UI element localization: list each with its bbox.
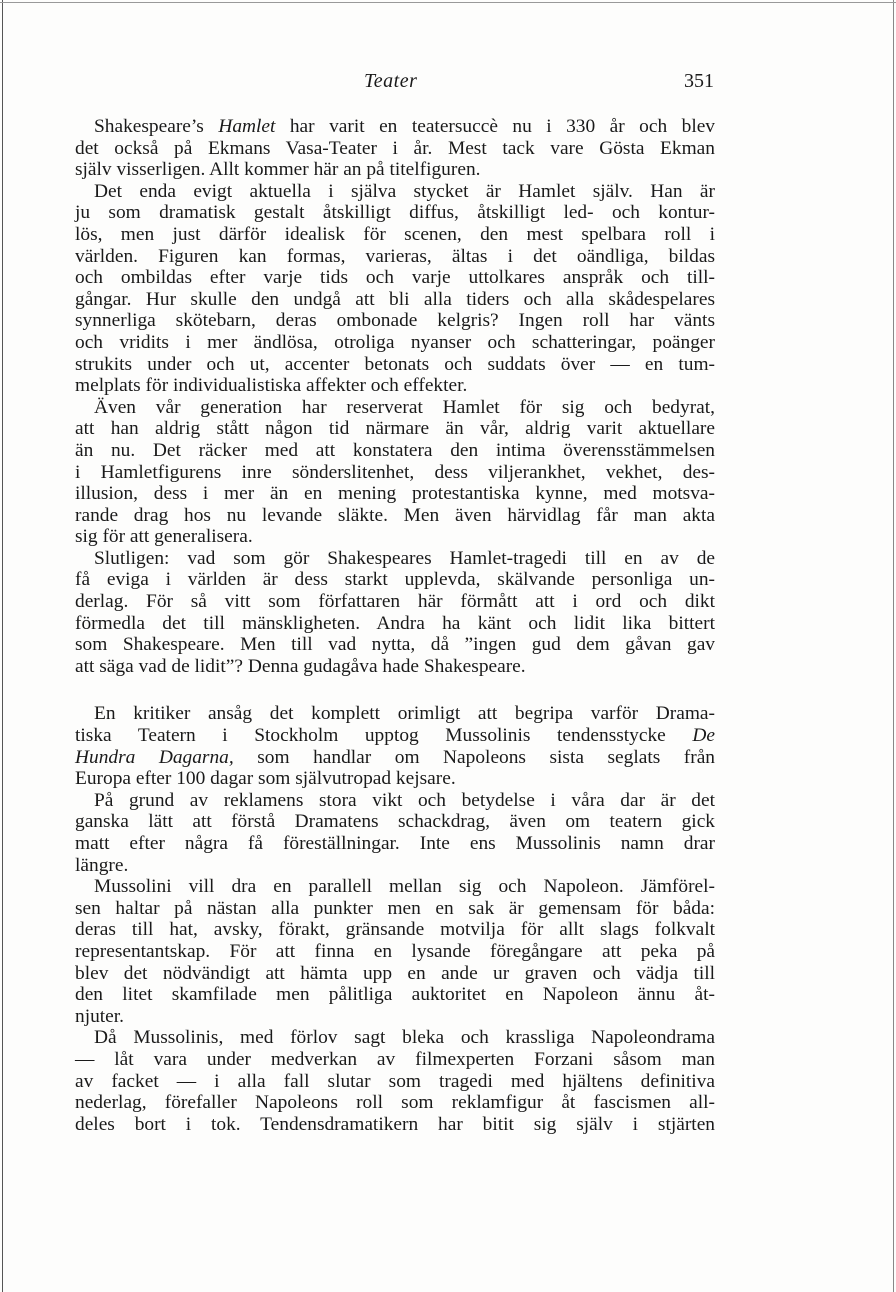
text-line: Hundra Dagarna, som handlar om Napoleons sista seglats från bbox=[75, 746, 715, 768]
italic-title: Hamlet bbox=[218, 116, 276, 137]
page-edge-top bbox=[0, 2, 896, 3]
text-line: i Hamletfigurens inre sönderslitenhet, dess viljerankhet, vekhet, des- bbox=[75, 461, 715, 483]
text-line: illusion, dess i mer än en mening protestantiska kynne, med motsva- bbox=[75, 483, 715, 505]
text-line: själv visserligen. Allt kommer här an på titelfiguren. bbox=[75, 159, 481, 181]
hamlet-paragraph bbox=[75, 548, 715, 678]
section-hamlet bbox=[75, 116, 715, 677]
text-line: världen. Figuren kan formas, varieras, ältas i det oändliga, bildas bbox=[75, 245, 715, 267]
text-line: Även vår generation har reserverat Hamlet för sig och bedyrat, bbox=[94, 396, 715, 418]
text-line: derlag. För så vitt som författaren här förmått att i ord och dikt bbox=[75, 591, 715, 613]
text-line: Då Mussolinis, med förlov sagt bleka och krassliga Napoleondrama bbox=[94, 1027, 715, 1049]
text-line: blev det nödvändigt att hämta upp en ande ur graven och vädja till bbox=[75, 962, 715, 984]
hamlet-paragraph bbox=[75, 181, 715, 397]
text-line: melplats för individualistiska affekter och effekter. bbox=[75, 375, 468, 397]
text-line: det också på Ekmans Vasa-Teater i år. Mest tack vare Gösta Ekman bbox=[75, 137, 715, 159]
text-line: få eviga i världen är dess starkt upplevda, skälvande personliga un- bbox=[75, 569, 715, 591]
text-line: förmedla det till mänskligheten. Andra ha känt och lidit lika bittert bbox=[75, 612, 715, 634]
mussolini-paragraph bbox=[75, 703, 715, 789]
text-line: En kritiker ansåg det komplett orimligt att begripa varför Drama- bbox=[94, 703, 715, 725]
text-line: ju som dramatisk gestalt åtskilligt diffus, åtskilligt led- och kontur- bbox=[75, 202, 715, 224]
text-line: än nu. Det räcker med att konstatera den intima överensstämmelsen bbox=[75, 439, 715, 461]
text-line: Slutligen: vad som gör Shakespeares Hamlet-tragedi till en av de bbox=[94, 547, 715, 569]
text-line: den litet skamfilade men pålitliga auktoritet en Napoleon ännu åt- bbox=[75, 984, 715, 1006]
hamlet-paragraph bbox=[75, 116, 715, 181]
text-line: tiska Teatern i Stockholm upptog Mussolinis tendensstycke De bbox=[75, 725, 715, 747]
text-line: representantskap. För att finna en lysande föregångare att peka på bbox=[75, 940, 715, 962]
section-gap bbox=[75, 677, 715, 703]
text-line: deras till hat, avsky, förakt, gränsande motvilja för allt slags folkvalt bbox=[75, 919, 715, 941]
text-line: och vridits i mer ändlösa, otroliga nyanser och schatteringar, poänger bbox=[75, 331, 715, 353]
text-line: synnerliga skötebarn, deras ombonade kelgris? Ingen roll har vänts bbox=[75, 310, 715, 332]
text-line: nederlag, förefaller Napoleons roll som reklamfigur åt fascismen all- bbox=[75, 1092, 715, 1114]
text-line: sig för att generalisera. bbox=[75, 526, 253, 548]
section-mussolini bbox=[75, 703, 715, 1135]
page-number: 351 bbox=[684, 70, 714, 92]
text-line: matt efter några få föreställningar. Inte ens Mussolinis namn drar bbox=[75, 833, 715, 854]
text-line: njuter. bbox=[75, 1005, 125, 1027]
text-line: sen haltar på nästan alla punkter men en sak är gemensam för båda: bbox=[75, 897, 715, 919]
text-line: På grund av reklamens stora vikt och betydelse i våra dar är det bbox=[94, 789, 715, 811]
text-line: att säga vad de lidit”? Denna gudagåva hade Shakespeare. bbox=[75, 655, 526, 677]
page-header bbox=[0, 70, 896, 100]
text-line: ganska lätt att förstå Dramatens schackdrag, även om teatern gick bbox=[75, 811, 715, 833]
text-line: längre. bbox=[75, 854, 129, 876]
mussolini-paragraph bbox=[75, 790, 715, 876]
mussolini-paragraph bbox=[75, 876, 715, 1027]
text-line: gångar. Hur skulle den undgå att bli alla tiders och alla skådespelares bbox=[75, 288, 715, 310]
italic-title: Hundra Dagarna, bbox=[75, 746, 234, 768]
text-line: — låt vara under medverkan av filmexperten Forzani såsom man bbox=[75, 1048, 715, 1070]
text-line: av facket — i alla fall slutar som tragedi med hjältens definitiva bbox=[75, 1070, 715, 1092]
text-line: Mussolini vill dra en parallell mellan sig och Napoleon. Jämförel- bbox=[94, 876, 715, 898]
text-line: Europa efter 100 dagar som självutropad kejsare. bbox=[75, 768, 456, 790]
text-line: Shakespeare’s Hamlet har varit en teatersuccè nu i 330 år och blev bbox=[94, 116, 716, 137]
text-line: och ombildas efter varje tids och varje uttolkares anspråk och till- bbox=[75, 267, 715, 289]
text-line: lös, men just därför idealisk för scenen, den mest spelbara roll i bbox=[75, 223, 715, 245]
text-line: Det enda evigt aktuella i själva stycket är Hamlet själv. Han är bbox=[94, 180, 715, 202]
text-line: att han aldrig stått någon tid närmare än vår, aldrig varit aktuellare bbox=[75, 418, 715, 440]
text-line: rande drag hos nu levande släkte. Men även härvidlag får man akta bbox=[75, 504, 715, 526]
text-line: som Shakespeare. Men till vad nytta, då ”ingen gud dem gåvan gav bbox=[75, 634, 715, 656]
running-title: Teater bbox=[364, 70, 418, 92]
mussolini-paragraph bbox=[75, 1027, 715, 1135]
text-line: strukits under och ut, accenter betonats och suddats över — en tum- bbox=[75, 353, 715, 375]
italic-title: De bbox=[692, 725, 715, 747]
hamlet-paragraph bbox=[75, 397, 715, 548]
body-text bbox=[75, 116, 715, 1135]
page-edge-right bbox=[893, 0, 894, 1292]
text-line: deles bort i tok. Tendensdramatikern har bitit sig själv i stjärten bbox=[75, 1113, 715, 1135]
page-edge-left bbox=[2, 0, 3, 1292]
